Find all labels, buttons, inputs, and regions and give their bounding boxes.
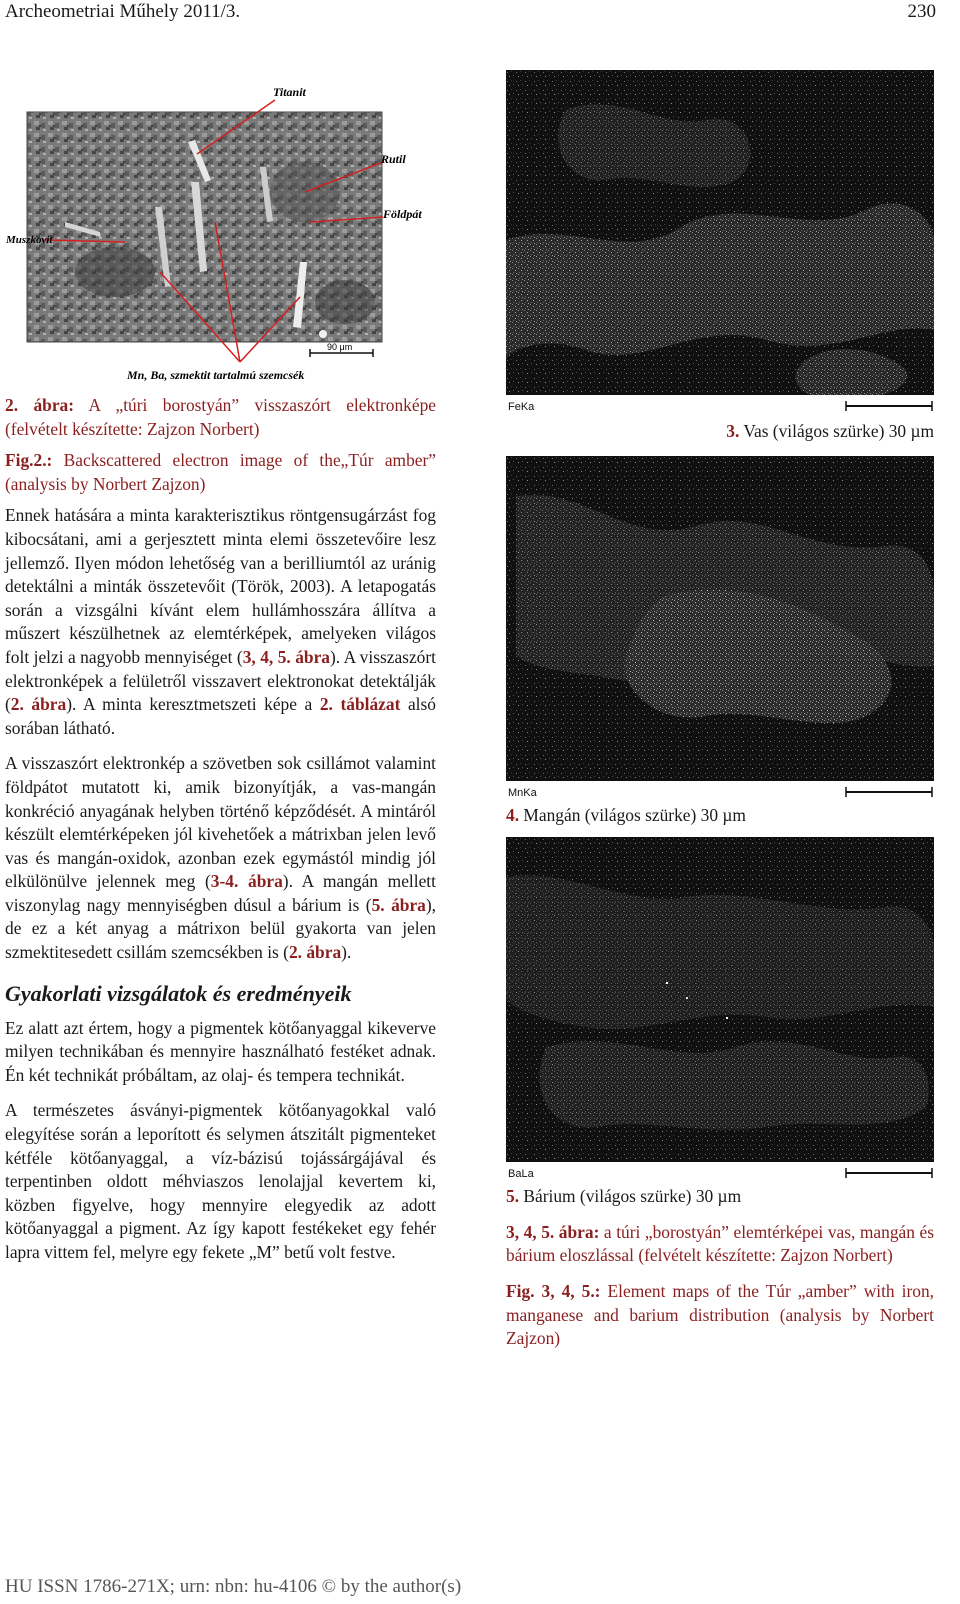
paragraph-1: Ennek hatására a minta karakterisztikus röntgensugárzást fog kibocsátani, ami a gerjesztett minta elemi összetevőire lesz jellemző. Ilyen módon lehetőség van a berilliumtól az uránig detektálni a minták összetevőit (Török, 2003). A letapogatás során a vizsgálni kívánt elem hullámhosszára állítva a műszert készülhetnek az elemtérképek, amelyeken világos folt jelzi a nagyobb mennyiséget (3, 4, 5. ábra). A visszaszórt elektronképek a felületről visszavert elektronokat detektálják (2. ábra). A minta keresztmetszeti képe a 2. táblázat alsó sorában látható. bbox=[5, 505, 436, 738]
paragraph-2: A visszaszórt elektronkép a szövetben sok csillámot valamint földpátot mutatott ki, amik bizonyítják, a vas-mangán konkréció anyagának helyben történő képződését. A mintáról készült elemtérképeken jól kivehetőek a mátrixban jelen levő vas és mangán-oxidok, azonban ezek egymástól mindig jól elkülönülve jelennek meg (3-4. ábra). A mangán mellett viszonylag nagy mennyiségben dúsul a bárium is (5. ábra), de ez a két anyag a mátrixon belül gyakorta van jelen szmektitesedett csillám szemcsékben is (2. ábra). bbox=[5, 753, 436, 963]
right-column bbox=[506, 70, 934, 1351]
label-titanit: Titanit bbox=[273, 85, 306, 99]
paragraph-3: Ez alatt azt értem, hogy a pigmentek kötőanyaggal kikeverve milyen technikában és mennyire használható festéket adnak. Én két technikát próbáltam, az olaj- és tempera technikát. bbox=[5, 1017, 436, 1085]
label-rutil: Rutil bbox=[381, 152, 406, 166]
paragraph-4: A természetes ásványi-pigmentek kötőanyagokkal való elegyítése során a leporított és selymen átszitált pigmenteket kétféle kötőanyaggal, a víz-bázisú tojássárgájával és terpentinben oldott méhviaszos lenolajjal kevertem ki, közben figyelve, hogy mennyire elegyedik az adott kötőanyaggal a pigment. Az így kapott festékeket egy fehér lapra vittem fel, melyre egy fekete „M” betű volt festve. bbox=[5, 1100, 436, 1262]
journal-header: Archeometriai Műhely 2011/3. bbox=[5, 1, 241, 22]
fe-map-caption: 3. Vas (világos szürke) 30 µm bbox=[726, 421, 934, 441]
scale-label: 90 μm bbox=[327, 342, 353, 352]
label-muszkovit: Muszkovit bbox=[6, 234, 53, 246]
fe-map-tag: FeKa bbox=[508, 401, 535, 413]
ba-element-map bbox=[506, 837, 934, 1181]
ba-map-tag: BaLa bbox=[508, 1168, 534, 1181]
ba-map-caption: 5. Bárium (világos szürke) 30 µm bbox=[506, 1186, 742, 1207]
fig345-caption-en: Fig. 3, 4, 5.: Element maps of the Túr „amber” with iron, manganese and barium distribution (analysis by Norbert Zajzon) bbox=[506, 1280, 934, 1349]
fig2-caption-hu: 2. ábra: A „túri borostyán” visszaszórt elektronképe (felvételt készítette: Zajzon Norbert) bbox=[5, 395, 436, 439]
label-foldpat: Földpát bbox=[383, 207, 422, 221]
page-number: 230 bbox=[907, 1, 936, 22]
mn-map-tag: MnKa bbox=[508, 786, 537, 799]
left-column bbox=[5, 72, 436, 1265]
bse-figure bbox=[5, 72, 436, 394]
fe-element-map bbox=[506, 70, 934, 413]
fig2-caption-en: Fig.2.: Backscattered electron image of the„Túr amber” (analysis by Norbert Zajzon) bbox=[5, 450, 436, 494]
label-szmektit: Mn, Ba, szmektit tartalmú szemcsék bbox=[127, 368, 305, 382]
mn-map-caption: 4. Mangán (világos szürke) 30 µm bbox=[506, 804, 746, 825]
mn-element-map bbox=[506, 456, 934, 799]
issn-footer: HU ISSN 1786-271X; urn: nbn: hu-4106 © by the author(s) bbox=[5, 1576, 462, 1597]
fig345-caption-hu: 3, 4, 5. ábra: a túri „borostyán” elemtérképei vas, mangán és bárium eloszlással (felvételt készítette: Zajzon Norbert) bbox=[506, 1221, 934, 1266]
section-heading: Gyakorlati vizsgálatok és eredményeik bbox=[5, 980, 352, 1006]
